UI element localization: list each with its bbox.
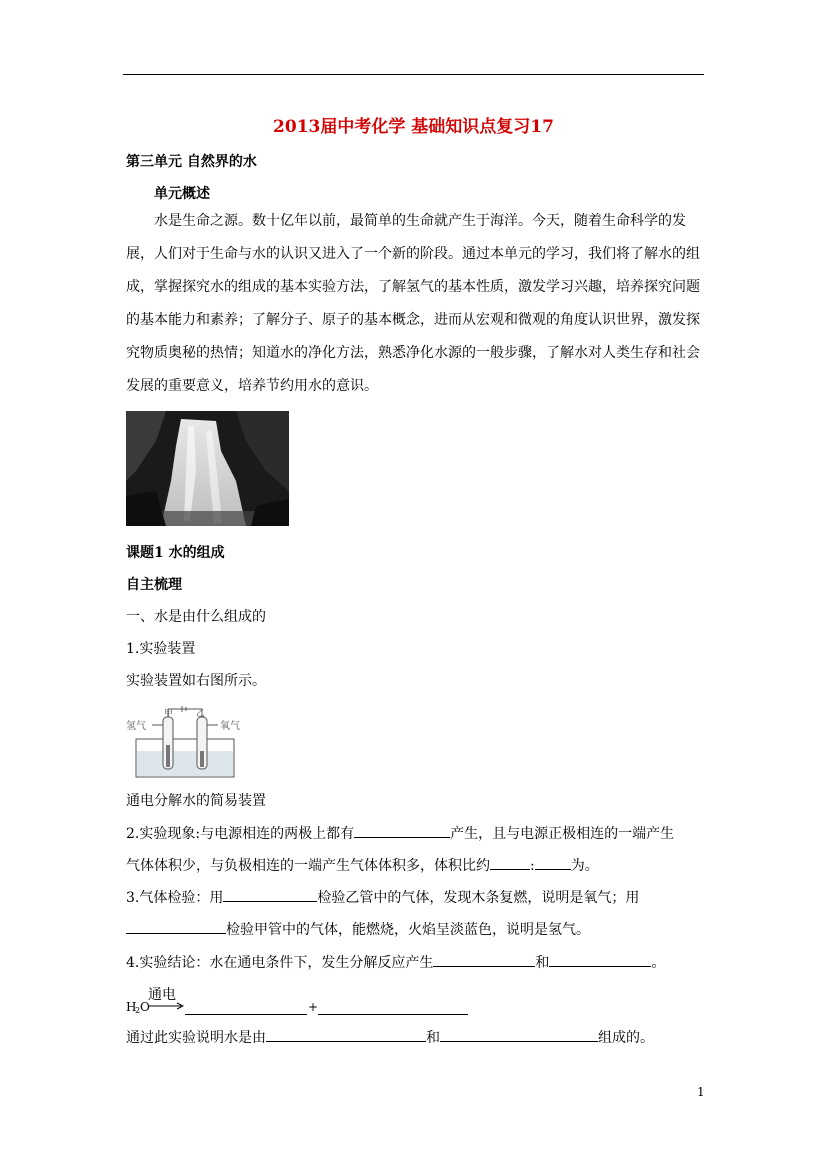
item1-text: 实验装置如右图所示。 bbox=[126, 673, 266, 689]
item2-suffix: 为。 bbox=[570, 858, 599, 874]
item3-mid: 检验乙管中的气体，发现木条复燃，说明是氧气；用 bbox=[317, 890, 640, 906]
blank-field[interactable] bbox=[440, 1027, 598, 1042]
self-study-heading: 自主梳理 bbox=[126, 577, 182, 593]
blank-field[interactable] bbox=[223, 887, 317, 902]
blank-field[interactable] bbox=[433, 952, 535, 967]
item4-end: 。 bbox=[651, 955, 666, 971]
item3-suffix: 检验甲管中的气体，能燃烧，火焰呈淡蓝色，说明是氢气。 bbox=[226, 922, 590, 938]
reaction-arrow-icon bbox=[148, 1002, 184, 1010]
item3-line2 bbox=[126, 919, 590, 939]
item4-line bbox=[126, 952, 665, 972]
chemical-equation bbox=[126, 984, 486, 1014]
item2-line2 bbox=[126, 855, 599, 875]
section-heading: 一、水是由什么组成的 bbox=[126, 609, 266, 625]
overview-paragraph: 水是生命之源。数十亿年以前，最简单的生命就产生于海洋。今天，随着生命科学的发展，人们对于生命与水的认识又进入了一个新的阶段。通过本单元的学习，我们将了解水的组成，掌握探究水的组成的基本实验方法，了解氢气的基本性质，激发学习兴趣，培养探究问题的基本能力和素养；了解分子、原子的基本概念，进而从宏观和微观的角度认识世界，激发探究物质奥秘的热情；知道水的净化方法，熟悉净化水源的一般步骤，了解水对人类生存和社会发展的重要意义，培养节约用水的意识。 bbox=[126, 213, 700, 394]
blank-field[interactable] bbox=[318, 1000, 468, 1015]
blank-field[interactable] bbox=[490, 855, 530, 870]
ratio-separator: : bbox=[530, 858, 535, 874]
conclusion-line bbox=[126, 1027, 654, 1047]
formula-o: O bbox=[140, 1000, 150, 1014]
blank-field[interactable] bbox=[126, 919, 226, 934]
conclusion-prefix: 通过此实验说明水是由 bbox=[126, 1030, 266, 1046]
formula-h: H bbox=[126, 1000, 137, 1014]
item2-line2-prefix: 气体体积少，与负极相连的一端产生气体体积多，体积比约 bbox=[126, 858, 490, 874]
blank-field[interactable] bbox=[354, 823, 450, 838]
apparatus-label-hydrogen: 氢气 bbox=[126, 721, 146, 732]
apparatus-label-oxygen: 氧气 bbox=[220, 721, 240, 732]
item2-line1 bbox=[126, 823, 674, 843]
conclusion-suffix: 组成的。 bbox=[598, 1030, 654, 1046]
blank-field[interactable] bbox=[535, 855, 571, 870]
electrolysis-apparatus-diagram bbox=[126, 705, 244, 780]
blank-field[interactable] bbox=[266, 1027, 426, 1042]
blank-field[interactable] bbox=[549, 952, 651, 967]
unit-heading: 第三单元 自然界的水 bbox=[126, 154, 257, 170]
conclusion-and: 和 bbox=[426, 1030, 440, 1046]
lesson-heading: 课题1 水的组成 bbox=[126, 545, 225, 561]
waterfall-image bbox=[126, 411, 289, 526]
page-title: 2013届中考化学 基础知识点复习17 bbox=[273, 117, 554, 137]
reaction-condition: 通电 bbox=[148, 987, 176, 1003]
item2-prefix: 2.实验现象:与电源相连的两极上都有 bbox=[126, 826, 355, 842]
overview-heading: 单元概述 bbox=[154, 186, 210, 202]
item1-heading: 1.实验装置 bbox=[126, 641, 196, 657]
item4-prefix: 4.实验结论：水在通电条件下，发生分解反应产生 bbox=[126, 955, 434, 971]
formula-subscript: 2 bbox=[135, 1006, 141, 1015]
blank-field[interactable] bbox=[185, 1000, 307, 1015]
item3-line1 bbox=[126, 887, 639, 907]
apparatus-caption: 通电分解水的简易装置 bbox=[126, 793, 266, 809]
item4-and: 和 bbox=[535, 955, 550, 971]
page-number: 1 bbox=[697, 1085, 705, 1099]
header-rule bbox=[123, 74, 704, 75]
tube-label-yi: 乙 bbox=[196, 709, 206, 719]
item3-prefix: 3.气体检验：用 bbox=[126, 890, 224, 906]
tube-label-jia: 甲 bbox=[164, 709, 174, 719]
plus-sign: + bbox=[308, 1000, 319, 1014]
item2-mid: 产生，且与电源正极相连的一端产生 bbox=[450, 826, 675, 842]
